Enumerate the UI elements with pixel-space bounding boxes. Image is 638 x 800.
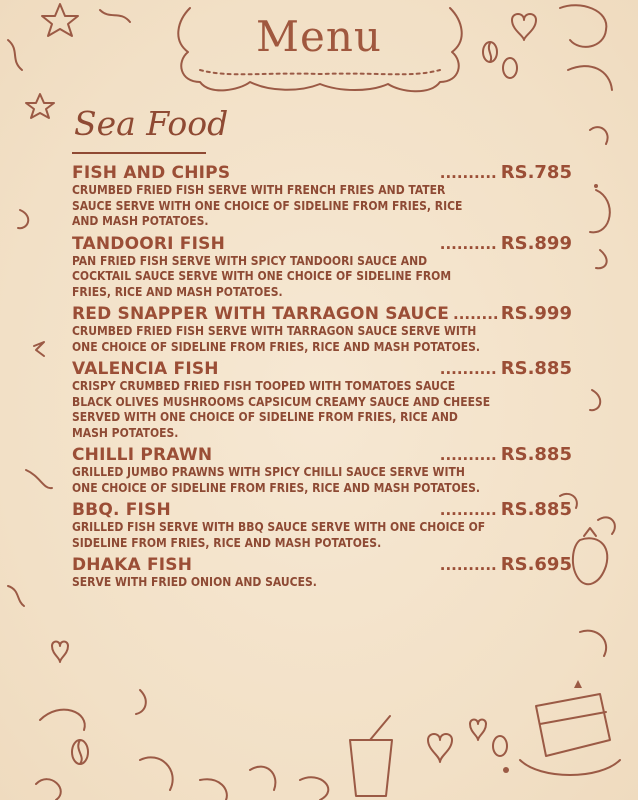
item-description: GRILLED FISH SERVE WITH BBQ SAUCE SERVE WITH ONE CHOICE OF SIDELINE FROM FRIES, RICE AND MASH POTATOES. <box>72 520 486 550</box>
star-icon <box>26 94 54 118</box>
item-name: RED SNAPPER WITH TARRAGON SAUCE <box>72 304 450 324</box>
item-price: RS.885 <box>500 499 572 520</box>
item-dots: .......... <box>439 556 497 574</box>
item-description: SERVE WITH FRIED ONION AND SAUCES. <box>72 575 317 589</box>
item-dots: .......... <box>439 234 497 253</box>
item-price: RS.899 <box>500 232 572 254</box>
coffee-bean-icon <box>503 58 517 78</box>
section-title: Sea Food <box>74 104 229 143</box>
heart-icon <box>52 642 68 663</box>
item-description: CRUMBED FRIED FISH SERVE WITH FRENCH FRIES AND TATER SAUCE SERVE WITH ONE CHOICE OF SIDELINE FROM FRIES, RICE AND MASH POTATOES. <box>72 183 463 228</box>
item-name: CHILLI PRAWN <box>72 445 213 465</box>
item-dots: .......... <box>439 446 497 464</box>
menu-item <box>72 444 572 496</box>
menu-items-list <box>72 162 572 594</box>
strawberry-icon <box>573 538 607 584</box>
item-dots: .......... <box>439 360 497 378</box>
menu-item <box>72 233 572 301</box>
item-name: TANDOORI FISH <box>72 233 226 254</box>
menu-item <box>72 303 572 355</box>
menu-item <box>72 162 572 230</box>
menu-item <box>72 499 572 551</box>
item-price: RS.999 <box>500 303 572 324</box>
cup-icon <box>350 740 392 796</box>
item-dots: ........ <box>453 305 499 323</box>
coffee-bean-icon <box>493 736 507 756</box>
item-price: RS.785 <box>500 162 572 183</box>
item-dots: .......... <box>439 164 497 182</box>
item-description: PAN FRIED FISH SERVE WITH SPICY TANDOORI SAUCE AND COCKTAIL SAUCE SERVE WITH ONE CHOICE OF SIDELINE FROM FRIES, RICE AND MASH POTATOES. <box>72 253 452 299</box>
item-dots: .......... <box>439 501 497 519</box>
item-description: CRISPY CRUMBED FRIED FISH TOOPED WITH TOMATOES SAUCE BLACK OLIVES MUSHROOMS CAPSICUM CREAMY SAUCE AND CHEESE SERVED WITH ONE CHOICE OF SIDELINE FROM FRIES, RICE AND MASH POTATOES. <box>72 379 491 440</box>
item-description: CRUMBED FRIED FISH SERVE WITH TARRAGON SAUCE SERVE WITH ONE CHOICE OF SIDELINE FROM FRIES, RICE AND MASH POTATOES. <box>72 324 481 354</box>
item-price: RS.885 <box>500 358 572 379</box>
menu-title: Menu <box>256 12 382 61</box>
item-price: RS.695 <box>500 554 572 575</box>
item-name: VALENCIA FISH <box>72 359 219 379</box>
menu-item <box>72 554 572 591</box>
section-underline <box>72 152 206 154</box>
item-name: DHAKA FISH <box>72 555 193 575</box>
menu-item <box>72 358 572 441</box>
heart-icon <box>470 720 486 741</box>
cake-icon <box>536 694 610 756</box>
item-price: RS.885 <box>500 444 572 465</box>
heart-icon <box>428 734 452 762</box>
item-name: FISH AND CHIPS <box>72 163 231 183</box>
item-description: GRILLED JUMBO PRAWNS WITH SPICY CHILLI SAUCE SERVE WITH ONE CHOICE OF SIDELINE FROM FRIES, RICE AND MASH POTATOES. <box>72 465 481 495</box>
item-name: BBQ. FISH <box>72 500 171 520</box>
